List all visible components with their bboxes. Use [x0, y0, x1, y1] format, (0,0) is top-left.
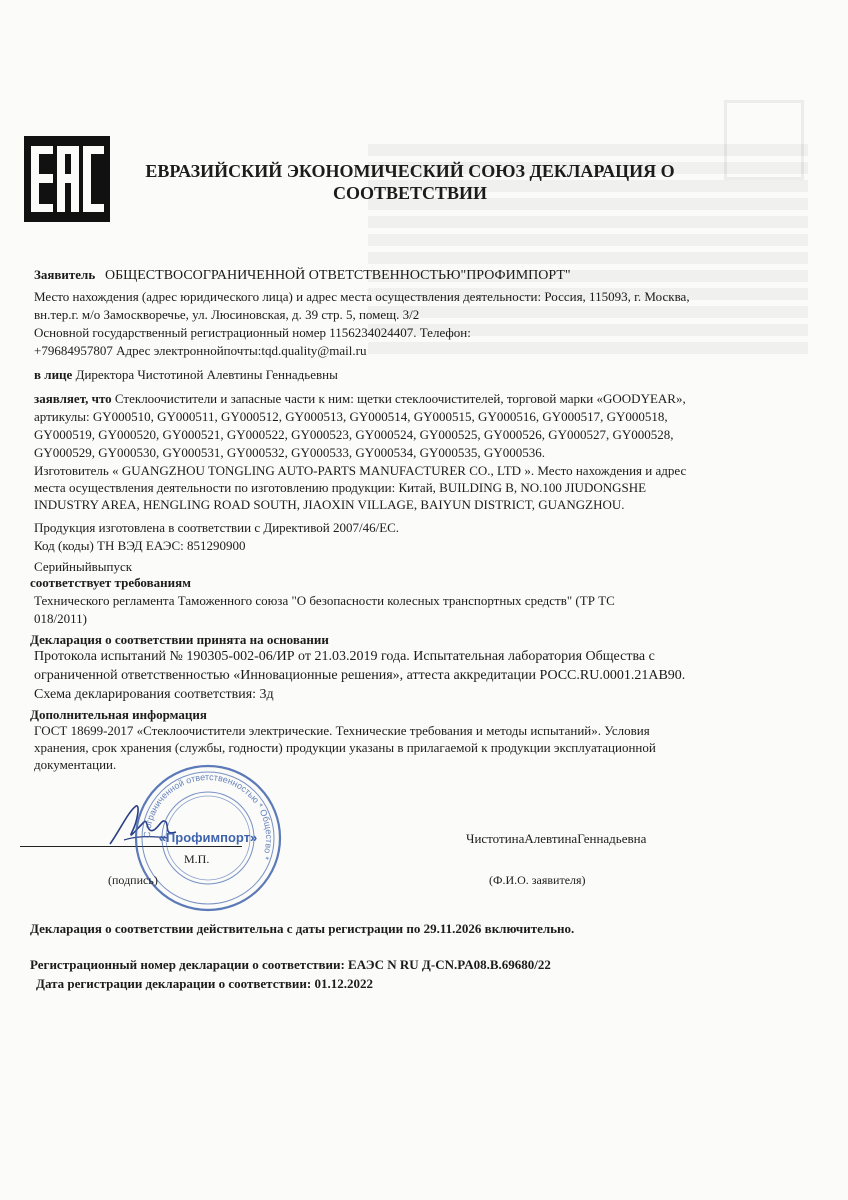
title-line-2: СООТВЕТСТВИИ	[332, 183, 488, 203]
applicant-ogrn: Основной государственный регистрационный номер 1156234024407. Телефон:	[34, 325, 471, 340]
signer-name: ЧистотинаАлевтинаГеннадьевна	[466, 831, 647, 846]
articles-line-3: GY000529, GY000530, GY000531, GY000532, GY000533, GY000534, GY000535, GY000536.	[34, 445, 545, 460]
declares-product: Стеклоочистители и запасные части к ним: щетки стеклоочистителей, торговой марки «GOODYEAR»,	[114, 391, 686, 406]
compliance-line-2: 018/2011)	[34, 611, 87, 626]
scheme-line: Схема декларирования соответствия: 3д	[34, 687, 274, 702]
registration-number: Регистрационный номер декларации о соответствии: ЕАЭС N RU Д-CN.PA08.B.69680/22	[30, 957, 551, 972]
additional-line-1: ГОСТ 18699-2017 «Стеклоочистители электрические. Технические требования и методы испытаний». Условия	[34, 723, 650, 738]
registration-date: Дата регистрации декларации о соответствии: 01.12.2022	[36, 976, 373, 991]
declares-label: заявляет, что	[34, 391, 112, 406]
applicant-name: ОБЩЕСТВОСОГРАНИЧЕННОЙ ОТВЕТСТВЕННОСТЬЮ"ПРОФИМПОРТ"	[104, 268, 571, 283]
applicant-address-2: вн.тер.г. м/о Замоскворечье, ул. Люсиновская, д. 39 стр. 5, помещ. 3/2	[34, 307, 420, 322]
compliance-label: соответствует требованиям	[30, 575, 191, 590]
basis-line-2: ограниченной ответственностью «Инновационные решения», аттеста аккредитации РОСС.RU.0001.21АВ90.	[34, 668, 686, 683]
declares-row	[34, 390, 686, 407]
applicant-contacts: +79684957807 Адрес электроннойпочты:tqd.quality@mail.ru	[34, 343, 367, 358]
manufacturer-line-1: Изготовитель « GUANGZHOU TONGLING AUTO-PARTS MANUFACTURER CO., LTD ». Место нахождения и адрес	[34, 463, 687, 478]
serial-line: Серийныйвыпуск	[34, 559, 133, 574]
basis-label: Декларация о соответствии принята на основании	[30, 632, 329, 647]
bleed-through-text	[368, 52, 808, 360]
directive-line: Продукция изготовлена в соответствии с Директивой 2007/46/ЕС.	[34, 520, 400, 535]
company-seal-icon	[133, 763, 283, 913]
applicant-label: Заявитель	[34, 267, 96, 282]
title-line-1: ЕВРАЗИЙСКИЙ ЭКОНОМИЧЕСКИЙ СОЮЗ ДЕКЛАРАЦИЯ О	[145, 161, 675, 181]
svg-text:«Профимпорт»: «Профимпорт»	[158, 830, 258, 845]
additional-label: Дополнительная информация	[30, 707, 207, 722]
represented-by-row	[34, 366, 338, 383]
applicant-address-1: Место нахождения (адрес юридического лица) и адрес места осуществления деятельности: Россия, 115093, г. Москва,	[34, 289, 690, 304]
signature-caption: (подпись)	[108, 873, 158, 887]
additional-line-2: хранения, срок хранения (службы, годности) продукции указаны в прилагаемой к продукции эксплуатационной	[34, 740, 656, 755]
mp-label: М.П.	[184, 852, 210, 866]
name-caption: (Ф.И.О. заявителя)	[489, 873, 586, 887]
basis-line-1: Протокола испытаний № 190305-002-06/ИР от 21.03.2019 года. Испытательная лаборатория Общества с	[34, 649, 655, 664]
represented-by-label: в лице	[34, 367, 73, 382]
additional-line-3: документации.	[34, 757, 117, 772]
compliance-line-1: Технического регламента Таможенного союза "О безопасности колесных транспортных средств" (ТР ТС	[34, 593, 615, 608]
svg-text:С ограниченной ответственность: С ограниченной ответственностью * Общество *	[141, 771, 275, 862]
manufacturer-line-2: места осуществления деятельности по изготовлению продукции: Китай, BUILDING B, NO.100 JIUDONGSHE	[34, 480, 647, 495]
validity-statement: Декларация о соответствии действительна с даты регистрации по 29.11.2026 включительно.	[30, 921, 575, 936]
applicant-row	[34, 266, 571, 284]
articles-line-2: GY000519, GY000520, GY000521, GY000522, GY000523, GY000524, GY000525, GY000526, GY000527, GY000528,	[34, 427, 674, 442]
represented-by-value: Директора Чистотиной Алевтины Геннадьевны	[75, 367, 338, 382]
articles-line-1: артикулы: GY000510, GY000511, GY000512, GY000513, GY000514, GY000515, GY000516, GY000517, GY000518,	[34, 409, 668, 424]
eac-logo-icon	[24, 136, 110, 222]
hs-code-line: Код (коды) ТН ВЭД ЕАЭС: 851290900	[34, 538, 246, 553]
document-title	[140, 160, 680, 204]
manufacturer-line-3: INDUSTRY AREA, HENGLING ROAD SOUTH, JIAOXIN VILLAGE, BAIYUN DISTRICT, GUANGZHOU.	[34, 497, 625, 512]
